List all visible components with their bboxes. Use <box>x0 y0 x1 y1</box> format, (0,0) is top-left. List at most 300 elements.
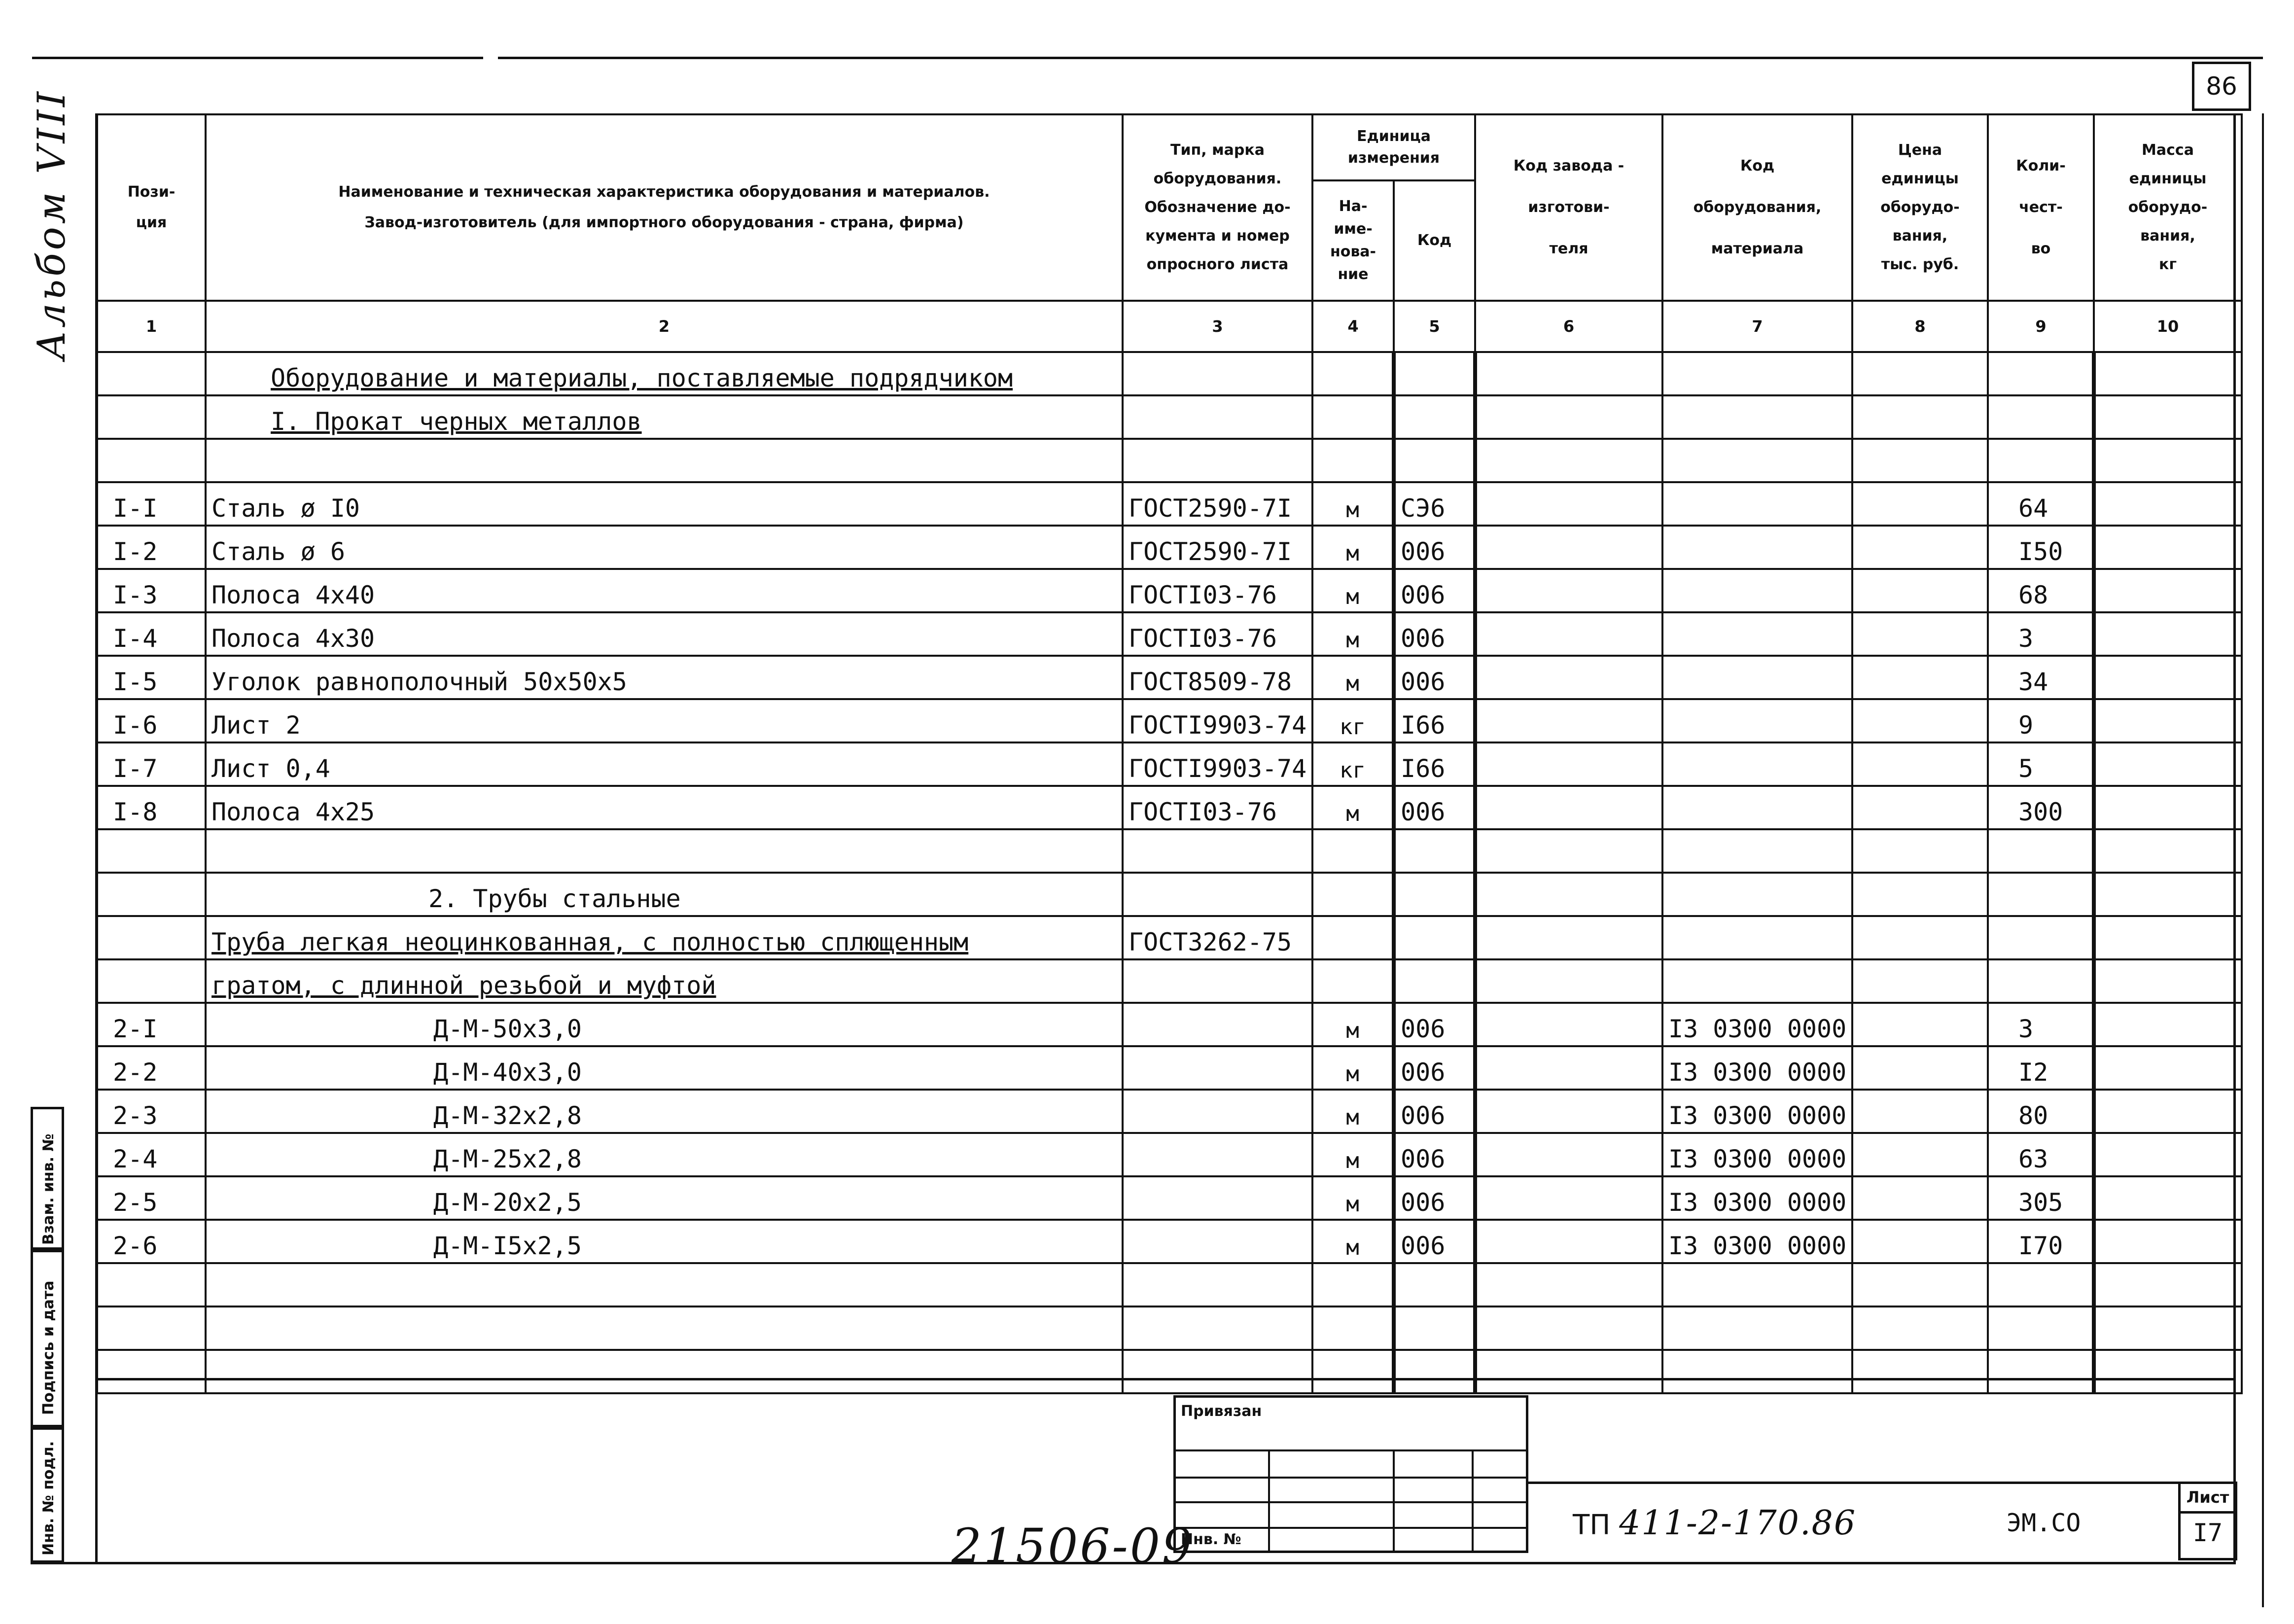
header-position: Пози- ция <box>97 114 206 301</box>
row-material-code: I3 0300 0000 <box>1662 1176 1852 1220</box>
row-material-code <box>1662 395 1852 439</box>
row-type <box>1123 1263 1312 1306</box>
header-unit-group: Единица измерения <box>1312 114 1475 180</box>
row-unit-code <box>1394 439 1475 482</box>
header-row <box>97 114 2242 180</box>
row-type <box>1123 1350 1312 1393</box>
column-number: 3 <box>1123 301 1312 352</box>
row-material-code <box>1662 569 1852 612</box>
top-rule-left <box>32 57 483 59</box>
row-mass <box>2094 959 2242 1003</box>
row-mass <box>2094 1046 2242 1090</box>
row-material-code <box>1662 439 1852 482</box>
inv-number-label: Инв. № <box>1181 1531 1241 1548</box>
row-quantity <box>1988 873 2094 916</box>
row-quantity: I2 <box>1988 1046 2094 1090</box>
column-number: 10 <box>2094 301 2242 352</box>
stamp-line <box>1393 1449 1395 1553</box>
row-factory-code <box>1475 829 1662 873</box>
row-position: I-8 <box>97 786 206 829</box>
row-name <box>206 829 1123 873</box>
specification-table <box>96 113 2243 1394</box>
row-unit-code: 006 <box>1394 786 1475 829</box>
row-unit-code: I66 <box>1394 699 1475 742</box>
row-unit-code: 006 <box>1394 612 1475 656</box>
row-name: Д-М-I5х2,5 <box>206 1220 1123 1263</box>
row-unit: м <box>1312 1046 1394 1090</box>
row-unit-code: 006 <box>1394 1046 1475 1090</box>
row-factory-code <box>1475 742 1662 786</box>
row-mass <box>2094 873 2242 916</box>
column-number: 5 <box>1394 301 1475 352</box>
binding-stamp <box>1173 1395 1528 1553</box>
row-factory-code <box>1475 526 1662 569</box>
row-unit: м <box>1312 482 1394 526</box>
row-position <box>97 352 206 395</box>
row-position <box>97 829 206 873</box>
row-position: 2-6 <box>97 1220 206 1263</box>
row-unit: м <box>1312 656 1394 699</box>
row-factory-code <box>1475 1003 1662 1046</box>
row-position <box>97 916 206 959</box>
column-number: 9 <box>1988 301 2094 352</box>
row-name: Д-М-32х2,8 <box>206 1090 1123 1133</box>
row-price <box>1852 1350 1988 1393</box>
row-material-code <box>1662 656 1852 699</box>
row-quantity <box>1988 352 2094 395</box>
stamp-inv-vzam-label: Взам. инв. № <box>40 1133 57 1245</box>
row-name: Полоса 4х25 <box>206 786 1123 829</box>
row-factory-code <box>1475 916 1662 959</box>
row-name: Лист 0,4 <box>206 742 1123 786</box>
table-row <box>97 1306 2242 1350</box>
handwritten-number: 21506-09 <box>952 1518 1194 1574</box>
row-factory-code <box>1475 656 1662 699</box>
table-row <box>97 1046 2242 1090</box>
row-unit: м <box>1312 612 1394 656</box>
row-price <box>1852 482 1988 526</box>
document-number <box>1573 1504 1856 1543</box>
row-factory-code <box>1475 1306 1662 1350</box>
row-unit <box>1312 873 1394 916</box>
row-name: Оборудование и материалы, поставляемые подрядчиком <box>206 352 1123 395</box>
row-price <box>1852 829 1988 873</box>
row-type: ГОСТI03-76 <box>1123 786 1312 829</box>
row-type <box>1123 1003 1312 1046</box>
row-unit: кг <box>1312 699 1394 742</box>
row-mass <box>2094 699 2242 742</box>
row-position: 2-5 <box>97 1176 206 1220</box>
row-unit <box>1312 916 1394 959</box>
header-material-code: Код оборудования, материала <box>1662 114 1852 301</box>
row-position <box>97 439 206 482</box>
row-price <box>1852 1176 1988 1220</box>
stamp-signature-date <box>31 1250 64 1427</box>
row-type <box>1123 395 1312 439</box>
row-factory-code <box>1475 1046 1662 1090</box>
row-unit <box>1312 439 1394 482</box>
row-name: Уголок равнополочный 50х50х5 <box>206 656 1123 699</box>
row-quantity <box>1988 829 2094 873</box>
table-row <box>97 1090 2242 1133</box>
row-type: ГОСТI9903-74 <box>1123 742 1312 786</box>
row-unit-code: СЭ6 <box>1394 482 1475 526</box>
row-factory-code <box>1475 569 1662 612</box>
row-name: Д-М-20х2,5 <box>206 1176 1123 1220</box>
row-price <box>1852 1046 1988 1090</box>
row-name <box>206 1306 1123 1350</box>
row-price <box>1852 873 1988 916</box>
row-material-code <box>1662 1306 1852 1350</box>
row-type <box>1123 352 1312 395</box>
row-name <box>206 1263 1123 1306</box>
row-unit: м <box>1312 526 1394 569</box>
row-factory-code <box>1475 1350 1662 1393</box>
document-code: ЭМ.СО <box>2007 1509 2081 1537</box>
row-name: Сталь ø I0 <box>206 482 1123 526</box>
row-quantity <box>1988 1350 2094 1393</box>
row-quantity <box>1988 439 2094 482</box>
row-name: Труба легкая неоцинкованная, с полностью сплющенным <box>206 916 1123 959</box>
row-unit-code: 006 <box>1394 569 1475 612</box>
table-row <box>97 786 2242 829</box>
row-type <box>1123 959 1312 1003</box>
stamp-inv-vzam <box>31 1107 64 1250</box>
row-quantity <box>1988 959 2094 1003</box>
row-unit-code <box>1394 959 1475 1003</box>
row-type <box>1123 1220 1312 1263</box>
row-price <box>1852 959 1988 1003</box>
row-quantity: 300 <box>1988 786 2094 829</box>
row-position <box>97 395 206 439</box>
row-type: ГОСТI03-76 <box>1123 569 1312 612</box>
row-quantity <box>1988 916 2094 959</box>
row-material-code: I3 0300 0000 <box>1662 1220 1852 1263</box>
row-position: 2-4 <box>97 1133 206 1176</box>
header-unit-code: Код <box>1394 180 1475 301</box>
row-material-code <box>1662 482 1852 526</box>
right-edge-rule <box>2262 113 2264 1607</box>
row-position: 2-I <box>97 1003 206 1046</box>
row-material-code <box>1662 1350 1852 1393</box>
row-type: ГОСТI03-76 <box>1123 612 1312 656</box>
row-quantity: 34 <box>1988 656 2094 699</box>
row-quantity <box>1988 1263 2094 1306</box>
row-position <box>97 873 206 916</box>
row-unit: м <box>1312 786 1394 829</box>
row-type <box>1123 1306 1312 1350</box>
row-name: Сталь ø 6 <box>206 526 1123 569</box>
row-unit: м <box>1312 1176 1394 1220</box>
row-factory-code <box>1475 873 1662 916</box>
row-factory-code <box>1475 612 1662 656</box>
row-material-code <box>1662 829 1852 873</box>
row-position: 2-2 <box>97 1046 206 1090</box>
row-name: Д-М-50х3,0 <box>206 1003 1123 1046</box>
row-position: I-5 <box>97 656 206 699</box>
row-name <box>206 439 1123 482</box>
row-name: Лист 2 <box>206 699 1123 742</box>
row-type <box>1123 439 1312 482</box>
row-price <box>1852 1263 1988 1306</box>
header-factory-code: Код завода - изготови- теля <box>1475 114 1662 301</box>
row-material-code: I3 0300 0000 <box>1662 1003 1852 1046</box>
sheet-label: Лист <box>2186 1488 2229 1507</box>
table-row <box>97 742 2242 786</box>
row-name: Полоса 4х30 <box>206 612 1123 656</box>
row-quantity: 9 <box>1988 699 2094 742</box>
row-position: I-7 <box>97 742 206 786</box>
table-row <box>97 959 2242 1003</box>
row-factory-code <box>1475 395 1662 439</box>
row-mass <box>2094 352 2242 395</box>
row-unit: кг <box>1312 742 1394 786</box>
row-type <box>1123 1090 1312 1133</box>
table-row <box>97 612 2242 656</box>
row-material-code: I3 0300 0000 <box>1662 1133 1852 1176</box>
header-name: Наименование и техническая характеристика оборудования и материалов. Завод-изготовитель (для импортного оборудования - страна, фирма) <box>206 114 1123 301</box>
row-unit <box>1312 1306 1394 1350</box>
header-unit-name: На- име- нова- ние <box>1312 180 1394 301</box>
table-row <box>97 873 2242 916</box>
row-factory-code <box>1475 699 1662 742</box>
sheet-value: I7 <box>2192 1518 2223 1547</box>
row-price <box>1852 526 1988 569</box>
row-unit-code <box>1394 1263 1475 1306</box>
title-block-divider <box>1528 1482 2234 1484</box>
stamp-line <box>1268 1449 1270 1553</box>
row-quantity: 5 <box>1988 742 2094 786</box>
row-type: ГОСТ2590-7I <box>1123 482 1312 526</box>
row-mass <box>2094 1220 2242 1263</box>
row-price <box>1852 569 1988 612</box>
table-row <box>97 352 2242 395</box>
row-quantity: I50 <box>1988 526 2094 569</box>
row-position <box>97 959 206 1003</box>
row-unit-code <box>1394 352 1475 395</box>
row-price <box>1852 1133 1988 1176</box>
row-material-code <box>1662 786 1852 829</box>
row-material-code <box>1662 352 1852 395</box>
doc-number-handwritten: 411-2-170.86 <box>1619 1504 1857 1543</box>
sheet-box <box>2178 1482 2237 1560</box>
row-quantity: 80 <box>1988 1090 2094 1133</box>
table-row <box>97 1003 2242 1046</box>
row-unit: м <box>1312 1003 1394 1046</box>
row-unit-code <box>1394 916 1475 959</box>
row-factory-code <box>1475 482 1662 526</box>
specification-rows <box>97 352 2242 1393</box>
row-material-code <box>1662 742 1852 786</box>
row-mass <box>2094 786 2242 829</box>
row-mass <box>2094 1133 2242 1176</box>
row-factory-code <box>1475 352 1662 395</box>
row-factory-code <box>1475 1176 1662 1220</box>
table-row <box>97 526 2242 569</box>
stamp-inv-podl <box>31 1427 64 1563</box>
row-price <box>1852 1220 1988 1263</box>
row-name: Д-М-25х2,8 <box>206 1133 1123 1176</box>
row-position: I-4 <box>97 612 206 656</box>
row-material-code: I3 0300 0000 <box>1662 1090 1852 1133</box>
row-position: I-I <box>97 482 206 526</box>
header-price: Цена единицы оборудо- вания, тыс. руб. <box>1852 114 1988 301</box>
table-row <box>97 1220 2242 1263</box>
stamp-inv-podl-label: Инв. № подл. <box>40 1441 57 1555</box>
row-quantity <box>1988 395 2094 439</box>
row-unit <box>1312 959 1394 1003</box>
row-unit <box>1312 1350 1394 1393</box>
row-mass <box>2094 439 2242 482</box>
row-price <box>1852 1306 1988 1350</box>
row-material-code <box>1662 699 1852 742</box>
row-mass <box>2094 569 2242 612</box>
row-material-code <box>1662 526 1852 569</box>
row-material-code <box>1662 916 1852 959</box>
binding-stamp-label: Привязан <box>1181 1403 1262 1420</box>
row-type <box>1123 1176 1312 1220</box>
row-price <box>1852 612 1988 656</box>
row-mass <box>2094 612 2242 656</box>
row-quantity: 305 <box>1988 1176 2094 1220</box>
row-unit: м <box>1312 569 1394 612</box>
table-row <box>97 439 2242 482</box>
row-unit-code: 006 <box>1394 1003 1475 1046</box>
row-type <box>1123 1133 1312 1176</box>
row-mass <box>2094 656 2242 699</box>
table-row <box>97 829 2242 873</box>
row-quantity <box>1988 1306 2094 1350</box>
row-material-code <box>1662 873 1852 916</box>
row-quantity: 3 <box>1988 612 2094 656</box>
row-quantity: I70 <box>1988 1220 2094 1263</box>
row-mass <box>2094 395 2242 439</box>
row-unit <box>1312 829 1394 873</box>
column-number-row <box>97 301 2242 352</box>
row-unit-code <box>1394 829 1475 873</box>
row-type <box>1123 1046 1312 1090</box>
row-mass <box>2094 482 2242 526</box>
table-row <box>97 916 2242 959</box>
row-mass <box>2094 1176 2242 1220</box>
row-mass <box>2094 1003 2242 1046</box>
row-price <box>1852 1003 1988 1046</box>
row-factory-code <box>1475 786 1662 829</box>
row-price <box>1852 699 1988 742</box>
row-quantity: 3 <box>1988 1003 2094 1046</box>
doc-prefix: ТП <box>1573 1509 1611 1541</box>
row-mass <box>2094 916 2242 959</box>
row-unit <box>1312 352 1394 395</box>
row-name: Д-М-40х3,0 <box>206 1046 1123 1090</box>
row-unit <box>1312 1263 1394 1306</box>
row-mass <box>2094 526 2242 569</box>
column-number: 8 <box>1852 301 1988 352</box>
row-factory-code <box>1475 1090 1662 1133</box>
row-position: I-6 <box>97 699 206 742</box>
row-unit: м <box>1312 1090 1394 1133</box>
row-unit-code <box>1394 873 1475 916</box>
table-row <box>97 569 2242 612</box>
stamp-signature-date-label: Подпись и дата <box>40 1280 57 1415</box>
row-mass <box>2094 1090 2242 1133</box>
row-unit: м <box>1312 1133 1394 1176</box>
row-unit-code <box>1394 395 1475 439</box>
stamp-line <box>1472 1449 1474 1553</box>
row-type: ГОСТ3262-75 <box>1123 916 1312 959</box>
row-name: Полоса 4х40 <box>206 569 1123 612</box>
row-price <box>1852 352 1988 395</box>
row-unit-code <box>1394 1306 1475 1350</box>
row-type: ГОСТ8509-78 <box>1123 656 1312 699</box>
row-mass <box>2094 1350 2242 1393</box>
table-row <box>97 656 2242 699</box>
table-row <box>97 699 2242 742</box>
row-position: I-2 <box>97 526 206 569</box>
column-number: 1 <box>97 301 206 352</box>
table-row <box>97 1263 2242 1306</box>
row-quantity: 63 <box>1988 1133 2094 1176</box>
row-factory-code <box>1475 1133 1662 1176</box>
row-unit: м <box>1312 1220 1394 1263</box>
sheet-divider <box>2181 1511 2235 1514</box>
row-price <box>1852 786 1988 829</box>
row-position <box>97 1350 206 1393</box>
row-name <box>206 1350 1123 1393</box>
row-position: 2-3 <box>97 1090 206 1133</box>
table-row <box>97 1350 2242 1393</box>
row-unit-code: 006 <box>1394 1176 1475 1220</box>
row-unit-code: 006 <box>1394 656 1475 699</box>
header-quantity: Коли- чест- во <box>1988 114 2094 301</box>
album-title: Альбом VIII <box>30 89 74 360</box>
row-name: 2. Трубы стальные <box>206 873 1123 916</box>
row-price <box>1852 439 1988 482</box>
table-row <box>97 1133 2242 1176</box>
row-mass <box>2094 1306 2242 1350</box>
header-type: Тип, марка оборудования. Обозначение до- кумента и номер опросного листа <box>1123 114 1312 301</box>
row-unit-code: 006 <box>1394 526 1475 569</box>
row-quantity: 64 <box>1988 482 2094 526</box>
row-mass <box>2094 742 2242 786</box>
row-factory-code <box>1475 1263 1662 1306</box>
row-name: I. Прокат черных металлов <box>206 395 1123 439</box>
page-number: 86 <box>2192 62 2251 111</box>
row-unit <box>1312 395 1394 439</box>
row-unit-code: 006 <box>1394 1133 1475 1176</box>
row-mass <box>2094 829 2242 873</box>
row-factory-code <box>1475 1220 1662 1263</box>
column-number: 2 <box>206 301 1123 352</box>
row-price <box>1852 742 1988 786</box>
top-rule-right <box>498 57 2263 59</box>
row-unit-code <box>1394 1350 1475 1393</box>
row-position <box>97 1306 206 1350</box>
row-position <box>97 1263 206 1306</box>
row-unit-code: 006 <box>1394 1220 1475 1263</box>
row-price <box>1852 1090 1988 1133</box>
row-price <box>1852 395 1988 439</box>
table-row <box>97 395 2242 439</box>
row-unit-code: 006 <box>1394 1090 1475 1133</box>
row-material-code: I3 0300 0000 <box>1662 1046 1852 1090</box>
header-mass: Масса единицы оборудо- вания, кг <box>2094 114 2242 301</box>
row-type: ГОСТ2590-7I <box>1123 526 1312 569</box>
row-mass <box>2094 1263 2242 1306</box>
row-material-code <box>1662 1263 1852 1306</box>
row-price <box>1852 916 1988 959</box>
row-position: I-3 <box>97 569 206 612</box>
